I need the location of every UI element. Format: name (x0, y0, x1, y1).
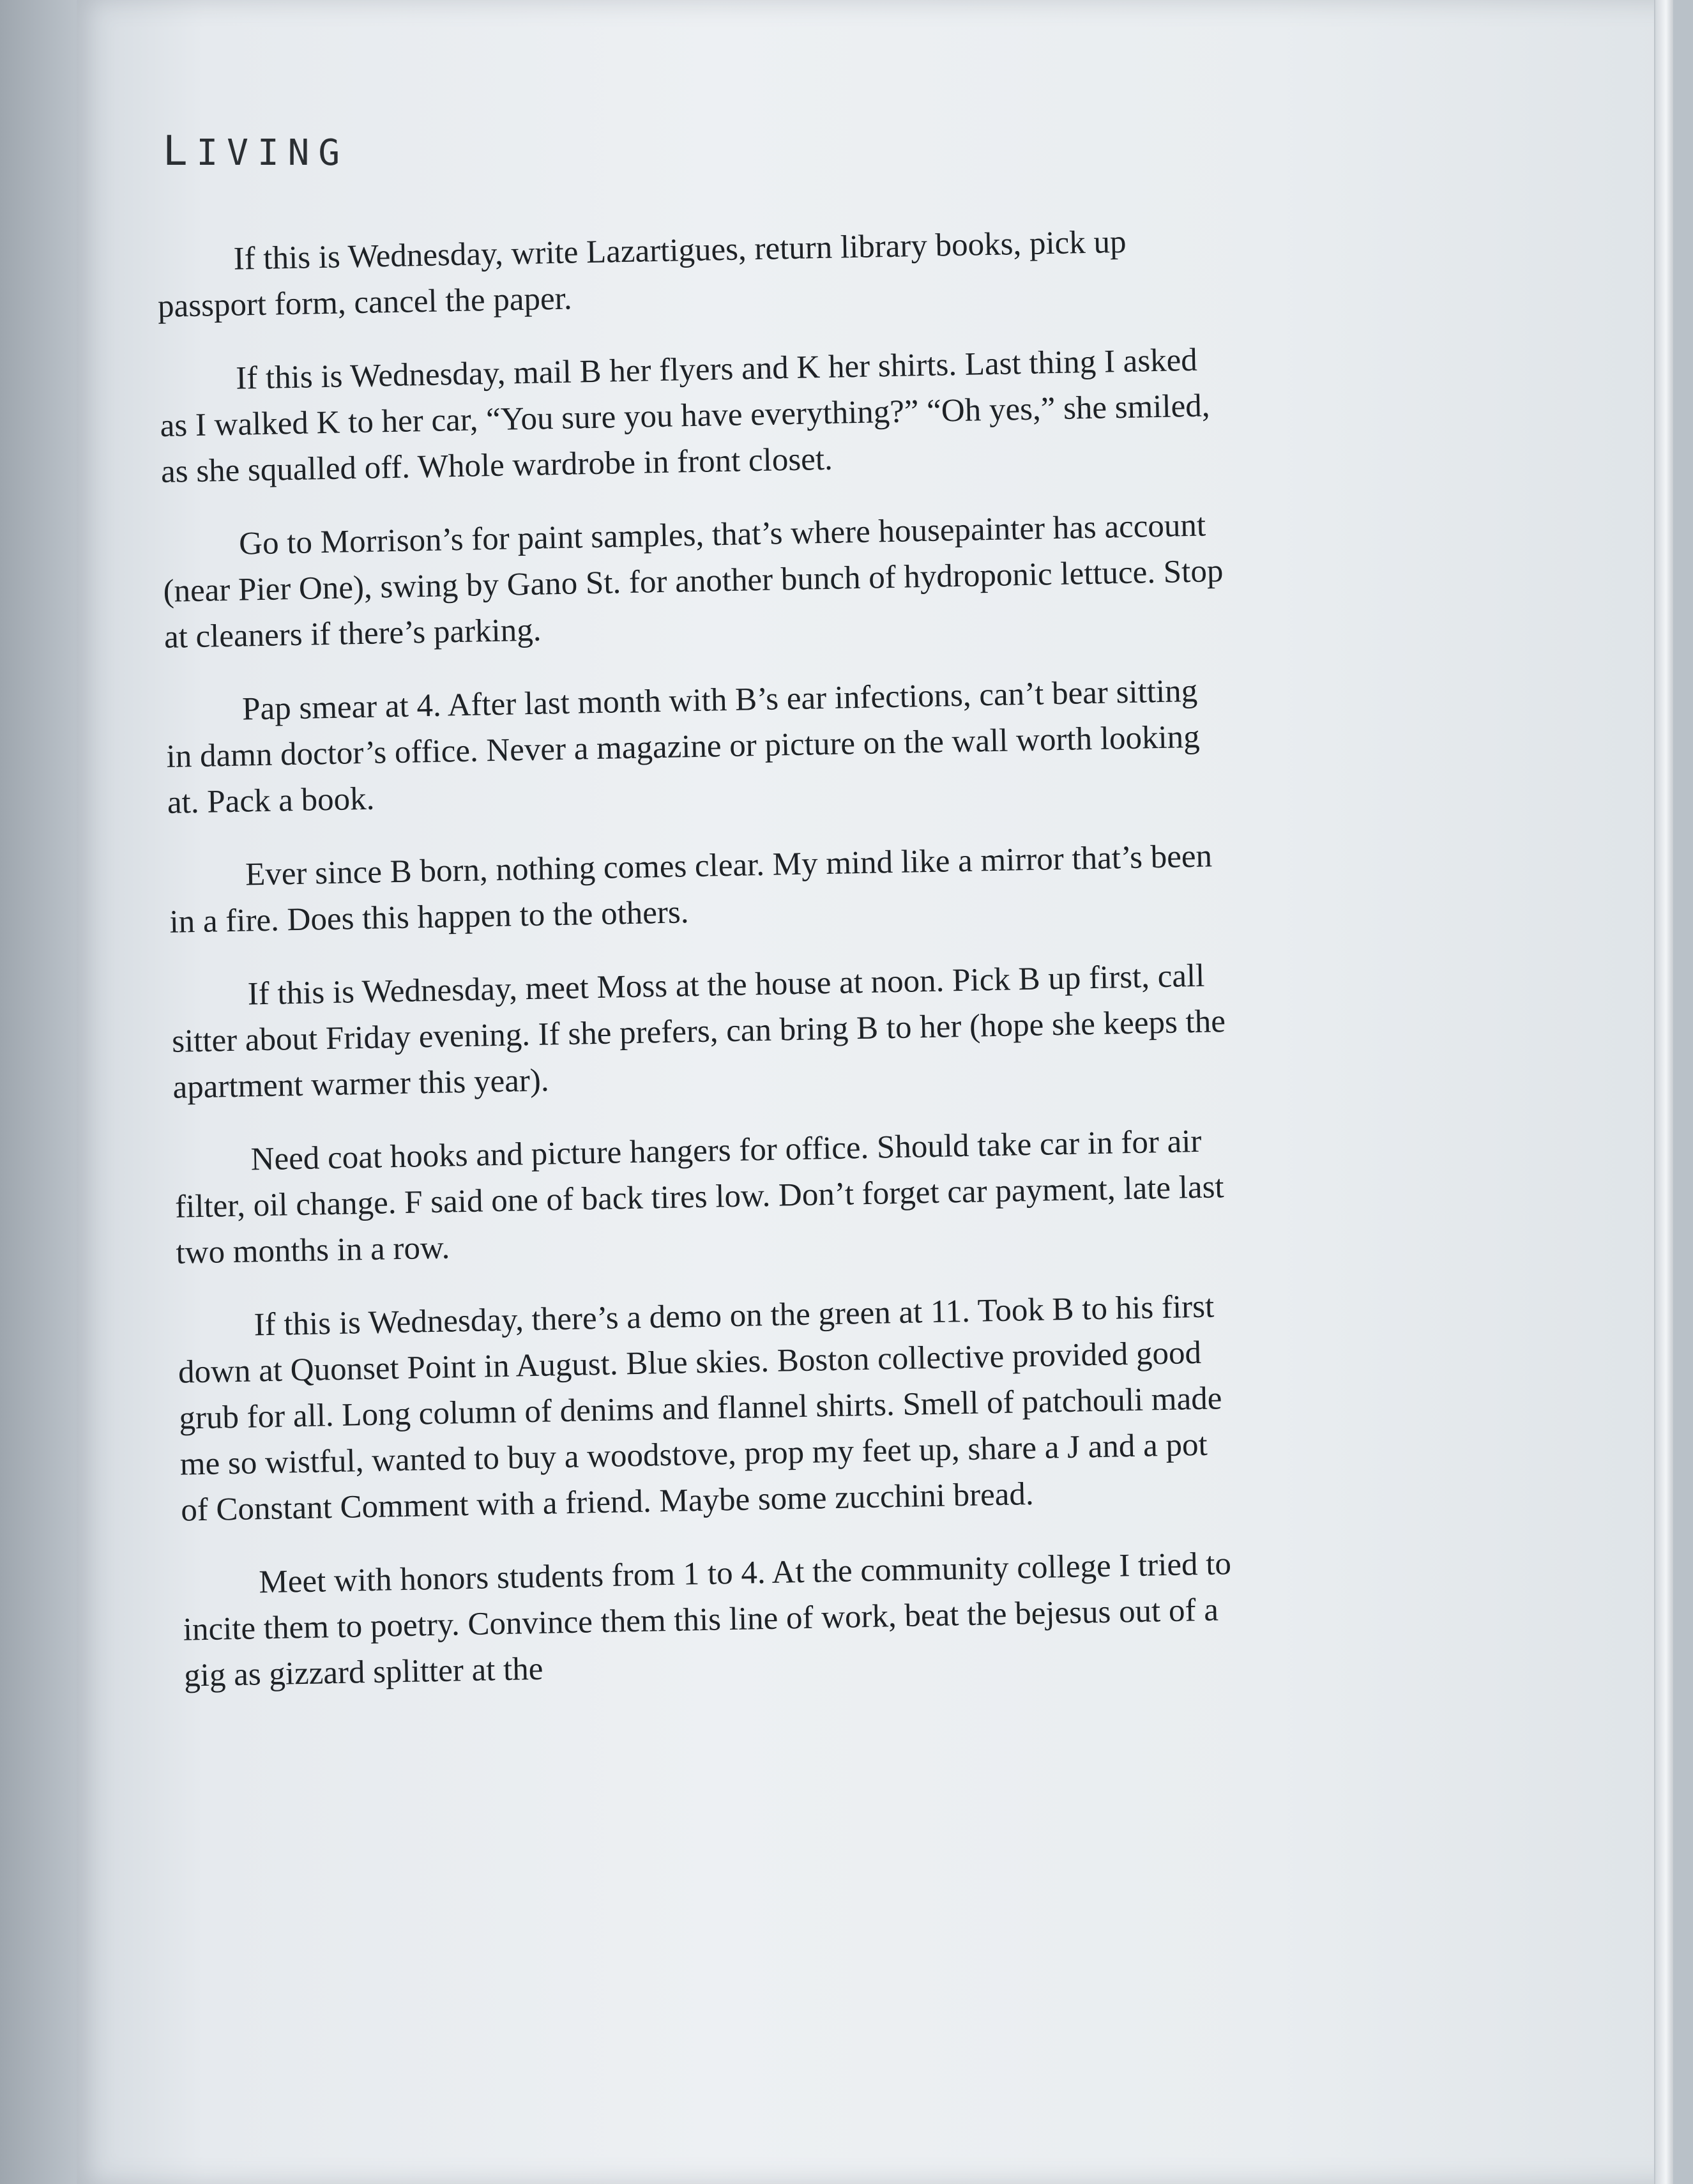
running-header-initial: L (163, 128, 197, 175)
paragraph: If this is Wednesday, write Lazartigues, return library books, pick up passport form, cancel the paper. (157, 224, 1127, 325)
paragraph: Pap smear at 4. After last month with B’s ear infections, can’t bear sitting in damn doctor’s office. Never a magazine or picture on the wall worth looking at. Pack a book. (166, 673, 1201, 821)
paragraph: Go to Morrison’s for paint samples, that’s where housepainter has account (near Pier One), swing by Gano St. for another bunch of hydroponic lettuce. Stop at cleaners if there’s parking. (163, 507, 1224, 655)
page-edge (1654, 0, 1673, 2184)
running-header (163, 128, 349, 175)
paragraph: Need coat hooks and picture hangers for office. Should take car in for air filter, oil change. F said one of back tires low. Don’t forget car payment, late last two months in a row. (174, 1123, 1225, 1271)
paragraph: If this is Wednesday, there’s a demo on the green at 11. Took B to his first down at Quonset Point in August. Blue skies. Boston collective provided good grub for all. Long column of denims and flannel shirts. Smell of patchouli made me so wistful, wanted to buy a woodstove, prop my feet up, share a J and a pot of Constant Comment with a friend. Maybe some zucchini bread. (178, 1288, 1222, 1529)
paragraph: If this is Wednesday, meet Moss at the house at noon. Pick B up first, call sitter about Friday evening. If she prefers, can bring B to her (hope she keeps the apartment warmer this year). (171, 958, 1226, 1106)
paragraph: Meet with honors students from 1 to 4. At the community college I tried to incite them to poetry. Convince them this line of work, beat the bejesus out of a gig as gizzard splitter at the (183, 1546, 1232, 1694)
paragraph: If this is Wednesday, mail B her flyers and K her shirts. Last thing I asked as I walked K to her car, “You sure you have everything?” “Oh yes,” she smiled, as she squalled off. Whole wardrobe in front closet. (160, 342, 1211, 490)
running-header-rest: IVING (196, 132, 349, 174)
body-text (156, 217, 1245, 1726)
paragraph: Ever since B born, nothing comes clear. My mind like a mirror that’s been in a fire. Does this happen to the others. (169, 838, 1213, 940)
